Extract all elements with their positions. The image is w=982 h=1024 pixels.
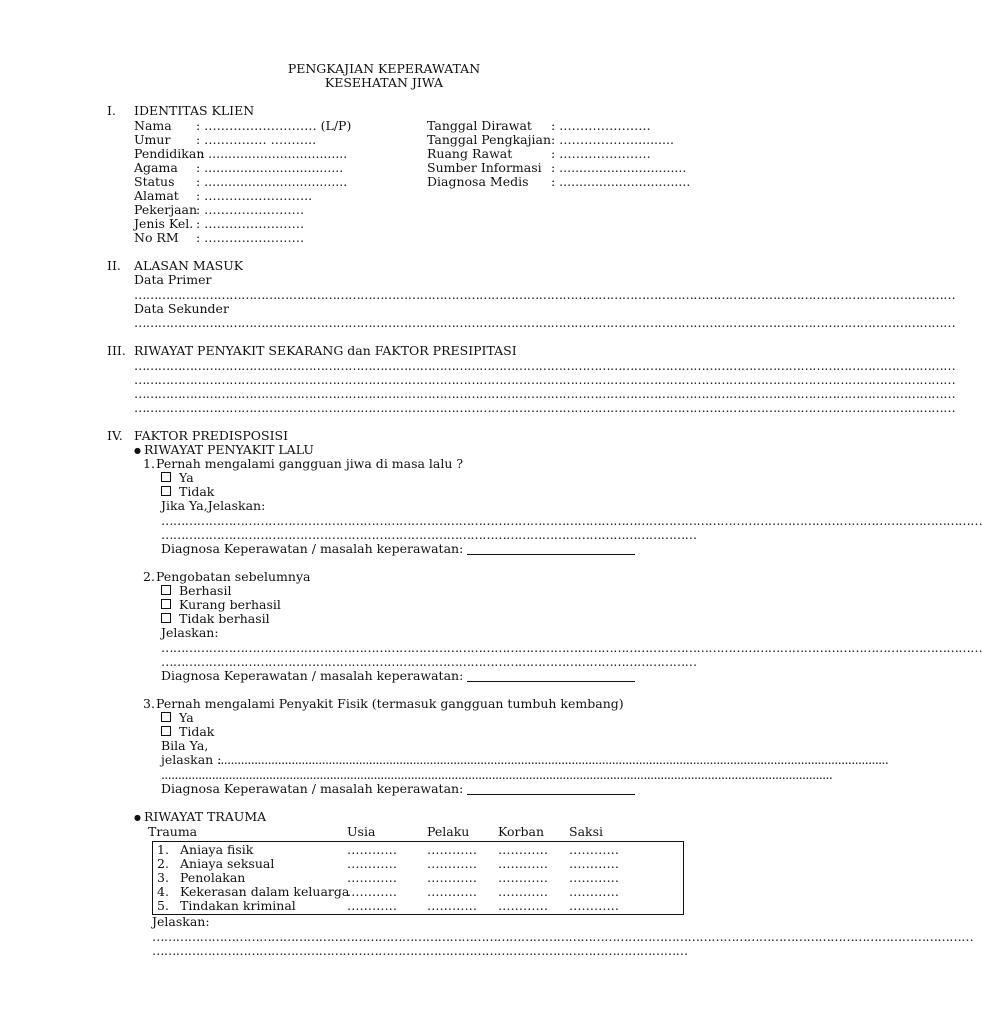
diagnosa-row: [161, 542, 635, 556]
field-jelaskan[interactable]: ………………………………………………………………………………………………………………………………………………………………………………………: [161, 513, 982, 528]
question-number: 1.: [143, 456, 155, 471]
cell-saksi[interactable]: …………: [569, 870, 619, 885]
cell-pelaku[interactable]: …………: [427, 842, 477, 857]
column-header-usia: Usia: [347, 824, 376, 839]
label-data-primer: Data Primer: [134, 272, 212, 287]
field-status[interactable]: : ....................................: [196, 174, 348, 189]
section-heading-alasan-masuk: ALASAN MASUK: [134, 258, 244, 273]
field-tanggal-dirawat[interactable]: : ………………….: [551, 118, 651, 133]
field-jelaskan[interactable]: .......................................................................................................................................................................................................: [161, 767, 833, 782]
cell-usia[interactable]: …………: [347, 898, 397, 913]
cell-saksi[interactable]: …………: [569, 884, 619, 899]
field-sumber-informasi[interactable]: : ................................: [551, 160, 687, 175]
field-riwayat-line[interactable]: ………………………………………………………………………………………………………………………………………………………………………………………: [134, 372, 956, 387]
cell-pelaku[interactable]: …………: [427, 856, 477, 871]
cell-usia[interactable]: …………: [347, 842, 397, 857]
diagnosa-row: [161, 782, 635, 796]
field-label-agama: Agama: [134, 160, 178, 175]
row-number: 3.: [157, 870, 169, 885]
checkbox-tidak-berhasil[interactable]: Tidak berhasil: [161, 612, 270, 626]
field-diagnosa[interactable]: [467, 543, 635, 555]
label-jelaskan: Jelaskan:: [152, 914, 210, 929]
section-number: II.: [107, 258, 121, 273]
field-label-nama: Nama: [134, 118, 172, 133]
field-label-diagnosa-medis: Diagnosa Medis: [427, 174, 529, 189]
cell-saksi[interactable]: …………: [569, 842, 619, 857]
field-no-rm[interactable]: : ……………………: [196, 230, 305, 245]
label-jelaskan-colon: jelaskan :: [161, 752, 222, 767]
cell-korban[interactable]: …………: [498, 856, 548, 871]
field-jelaskan[interactable]: .......................................................................................................................................................................................................: [217, 752, 889, 767]
field-label-jenis-kel: Jenis Kel.: [134, 216, 194, 231]
column-header-korban: Korban: [498, 824, 545, 839]
label-bila-ya: Bila Ya,: [161, 738, 209, 753]
field-label-pekerjaan: Pekerjaan: [134, 202, 198, 217]
checkbox-berhasil[interactable]: Berhasil: [161, 584, 231, 598]
label-jelaskan: Jelaskan:: [161, 625, 219, 640]
field-diagnosa-medis[interactable]: : .................................: [551, 174, 691, 189]
row-label-tindakan-kriminal: Tindakan kriminal: [180, 898, 296, 913]
cell-pelaku[interactable]: …………: [427, 870, 477, 885]
checkbox-ya[interactable]: Ya: [161, 711, 194, 725]
field-pekerjaan[interactable]: : ……………………: [196, 202, 305, 217]
field-label-no-rm: No RM: [134, 230, 179, 245]
label-diagnosa: Diagnosa Keperawatan / masalah keperawatan:: [161, 781, 464, 796]
subheading-riwayat-trauma: ● RIWAYAT TRAUMA: [134, 810, 266, 825]
field-diagnosa[interactable]: [467, 783, 635, 795]
question-gangguan-jiwa: Pernah mengalami gangguan jiwa di masa lalu ?: [156, 456, 464, 471]
label-diagnosa: Diagnosa Keperawatan / masalah keperawatan:: [161, 541, 464, 556]
cell-korban[interactable]: …………: [498, 842, 548, 857]
row-number: 4.: [157, 884, 169, 899]
field-diagnosa[interactable]: [467, 670, 635, 682]
row-number: 5.: [157, 898, 169, 913]
field-label-pendidikan: Pendidikan: [134, 146, 205, 161]
field-label-alamat: Alamat: [134, 188, 179, 203]
cell-korban[interactable]: …………: [498, 884, 548, 899]
cell-korban[interactable]: …………: [498, 898, 548, 913]
field-jenis-kel[interactable]: : ……………………: [196, 216, 305, 231]
field-data-sekunder[interactable]: ………………………………………………………………………………………………………………………………………………………………………………………: [134, 315, 956, 330]
row-label-penolakan: Penolakan: [180, 870, 246, 885]
section-heading-identitas: IDENTITAS KLIEN: [134, 103, 255, 118]
cell-pelaku[interactable]: …………: [427, 898, 477, 913]
field-riwayat-line[interactable]: ………………………………………………………………………………………………………………………………………………………………………………………: [134, 358, 956, 373]
field-riwayat-line[interactable]: ………………………………………………………………………………………………………………………………………………………………………………………: [134, 400, 956, 415]
cell-saksi[interactable]: …………: [569, 898, 619, 913]
field-label-tanggal-dirawat: Tanggal Dirawat: [427, 118, 532, 133]
diagnosa-row: [161, 669, 635, 683]
question-pengobatan: Pengobatan sebelumnya: [156, 569, 311, 584]
field-agama[interactable]: : ...................................: [196, 160, 344, 175]
field-label-tanggal-pengkajian: Tanggal Pengkajian: [427, 132, 551, 147]
field-alamat[interactable]: : ……………………..: [196, 188, 313, 203]
question-number: 3.: [143, 696, 155, 711]
form-title-line-1: PENGKAJIAN KEPERAWATAN: [287, 61, 481, 76]
subheading-riwayat-penyakit-lalu: ● RIWAYAT PENYAKIT LALU: [134, 443, 314, 458]
cell-korban[interactable]: …………: [498, 870, 548, 885]
field-label-ruang-rawat: Ruang Rawat: [427, 146, 513, 161]
row-number: 1.: [157, 842, 169, 857]
checkbox-kurang-berhasil[interactable]: Kurang berhasil: [161, 598, 281, 612]
field-jelaskan[interactable]: ………………………………………………………………………………………………………………………: [161, 527, 697, 542]
cell-usia[interactable]: …………: [347, 856, 397, 871]
label-jika-ya-jelaskan: Jika Ya,Jelaskan:: [161, 498, 266, 513]
field-jelaskan[interactable]: ………………………………………………………………………………………………………………………: [161, 654, 697, 669]
cell-pelaku[interactable]: …………: [427, 884, 477, 899]
cell-usia[interactable]: …………: [347, 870, 397, 885]
field-riwayat-line[interactable]: ………………………………………………………………………………………………………………………………………………………………………………………: [134, 386, 956, 401]
label-diagnosa: Diagnosa Keperawatan / masalah keperawatan:: [161, 668, 464, 683]
section-number: IV.: [107, 428, 123, 443]
field-label-status: Status: [134, 174, 175, 189]
row-label-aniaya-fisik: Aniaya fisik: [180, 842, 254, 857]
field-jelaskan[interactable]: ………………………………………………………………………………………………………………………………………………………………………………………: [152, 929, 974, 944]
section-heading-riwayat-sekarang: RIWAYAT PENYAKIT SEKARANG dan FAKTOR PRESIPITASI: [134, 343, 517, 358]
section-heading-faktor-predisposisi: FAKTOR PREDISPOSISI: [134, 428, 289, 443]
label-data-sekunder: Data Sekunder: [134, 301, 229, 316]
field-jelaskan[interactable]: ………………………………………………………………………………………………………………………………………………………………………………………: [161, 640, 982, 655]
field-nama[interactable]: : ……………………… (L/P): [196, 118, 352, 133]
field-label-umur: Umur: [134, 132, 171, 147]
field-ruang-rawat[interactable]: : ………………….: [551, 146, 651, 161]
column-header-trauma: Trauma: [148, 824, 198, 839]
form-title-line-2: KESEHATAN JIWA: [324, 75, 444, 90]
field-tanggal-pengkajian[interactable]: : ………………..........: [551, 132, 674, 147]
section-number: I.: [107, 103, 116, 118]
row-label-aniaya-seksual: Aniaya seksual: [180, 856, 275, 871]
cell-usia[interactable]: …………: [347, 884, 397, 899]
field-jelaskan[interactable]: ………………………………………………………………………………………………………………………: [152, 943, 688, 958]
checkbox-tidak[interactable]: Tidak: [161, 485, 214, 499]
cell-saksi[interactable]: …………: [569, 856, 619, 871]
row-number: 2.: [157, 856, 169, 871]
column-header-saksi: Saksi: [569, 824, 604, 839]
row-label-kekerasan: Kekerasan dalam keluarga: [180, 884, 350, 899]
checkbox-ya[interactable]: Ya: [161, 471, 194, 485]
checkbox-tidak[interactable]: Tidak: [161, 725, 214, 739]
field-label-sumber-informasi: Sumber Informasi: [427, 160, 542, 175]
field-umur[interactable]: : …………… ………..: [196, 132, 317, 147]
field-data-primer[interactable]: ………………………………………………………………………………………………………………………………………………………………………………………: [134, 287, 956, 302]
question-number: 2.: [143, 569, 155, 584]
question-penyakit-fisik: Pernah mengalami Penyakit Fisik (termasuk gangguan tumbuh kembang): [156, 696, 624, 711]
field-pendidikan[interactable]: : ...................................: [200, 146, 348, 161]
section-number: III.: [107, 343, 126, 358]
column-header-pelaku: Pelaku: [427, 824, 470, 839]
